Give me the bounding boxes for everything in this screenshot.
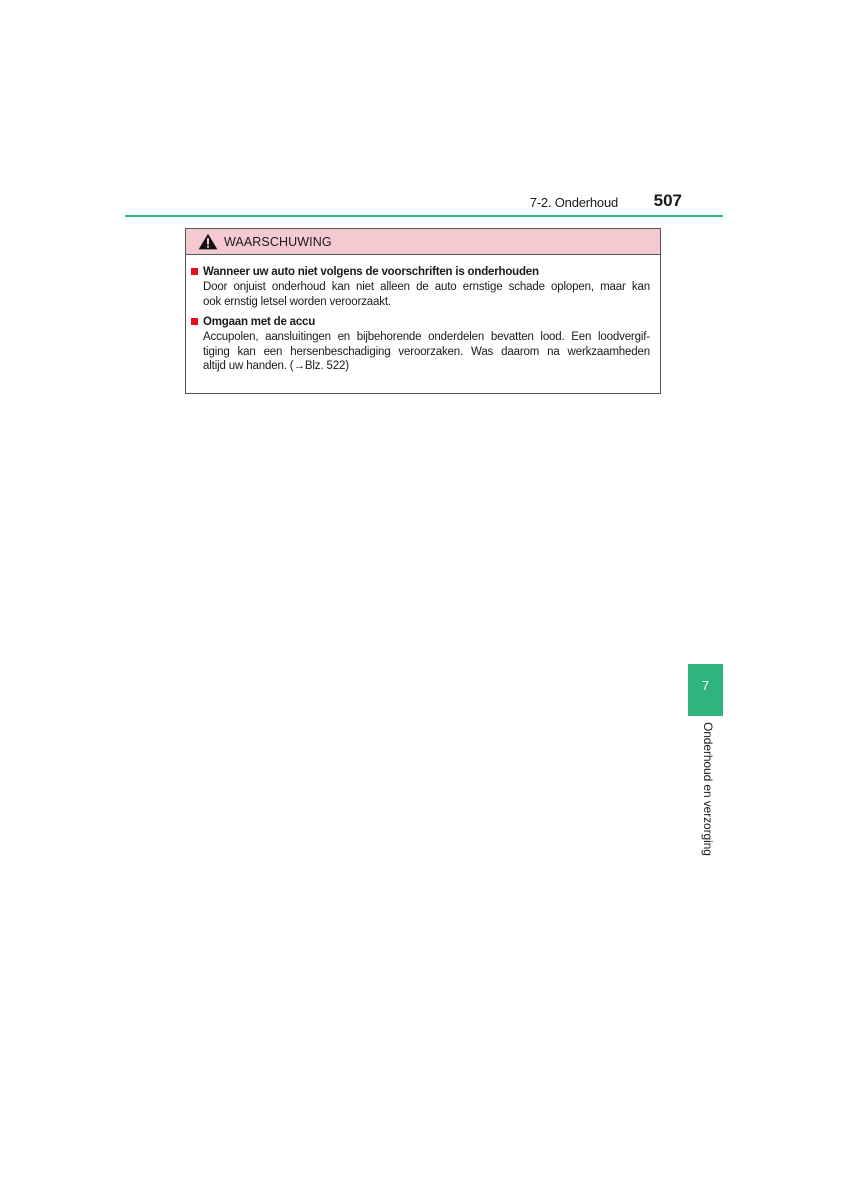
section-title: 7-2. Onderhoud <box>529 195 618 210</box>
warning-box <box>185 228 661 394</box>
header-rule <box>125 215 723 217</box>
text-line: Accupolen, aansluitingen en bijbehorende onderdelen bevatten lood. Een loodvergif- <box>203 331 650 343</box>
warning-header <box>186 229 660 255</box>
red-square-bullet-icon <box>191 318 198 325</box>
warning-item-text <box>203 330 650 374</box>
chapter-tab: 7 <box>688 664 723 716</box>
page-number: 507 <box>653 191 682 210</box>
warning-item <box>191 313 650 374</box>
warning-item-heading <box>191 313 650 330</box>
text-line: tiging kan een hersenbeschadiging veroorzaken. Was daarom na werkzaamheden <box>203 345 650 358</box>
warning-item-text <box>203 280 650 309</box>
warning-item-heading-text: Wanneer uw auto niet volgens de voorschriften is onderhouden <box>203 265 539 278</box>
warning-triangle-icon <box>198 233 218 250</box>
warning-body <box>186 255 660 374</box>
chapter-label: Onderhoud en verzorging <box>701 722 715 856</box>
page-header <box>0 0 848 220</box>
red-square-bullet-icon <box>191 268 198 275</box>
warning-item-heading <box>191 263 650 280</box>
text-line: altijd uw handen. (→Blz. 522) <box>203 360 349 372</box>
warning-title: WAARSCHUWING <box>224 234 332 249</box>
text-line: Door onjuist onderhoud kan niet alleen de auto ernstige schade oplopen, maar kan <box>203 281 650 293</box>
text-line: ook ernstig letsel worden veroorzaakt. <box>203 295 391 308</box>
warning-item <box>191 263 650 309</box>
warning-item-heading-text: Omgaan met de accu <box>203 315 316 328</box>
